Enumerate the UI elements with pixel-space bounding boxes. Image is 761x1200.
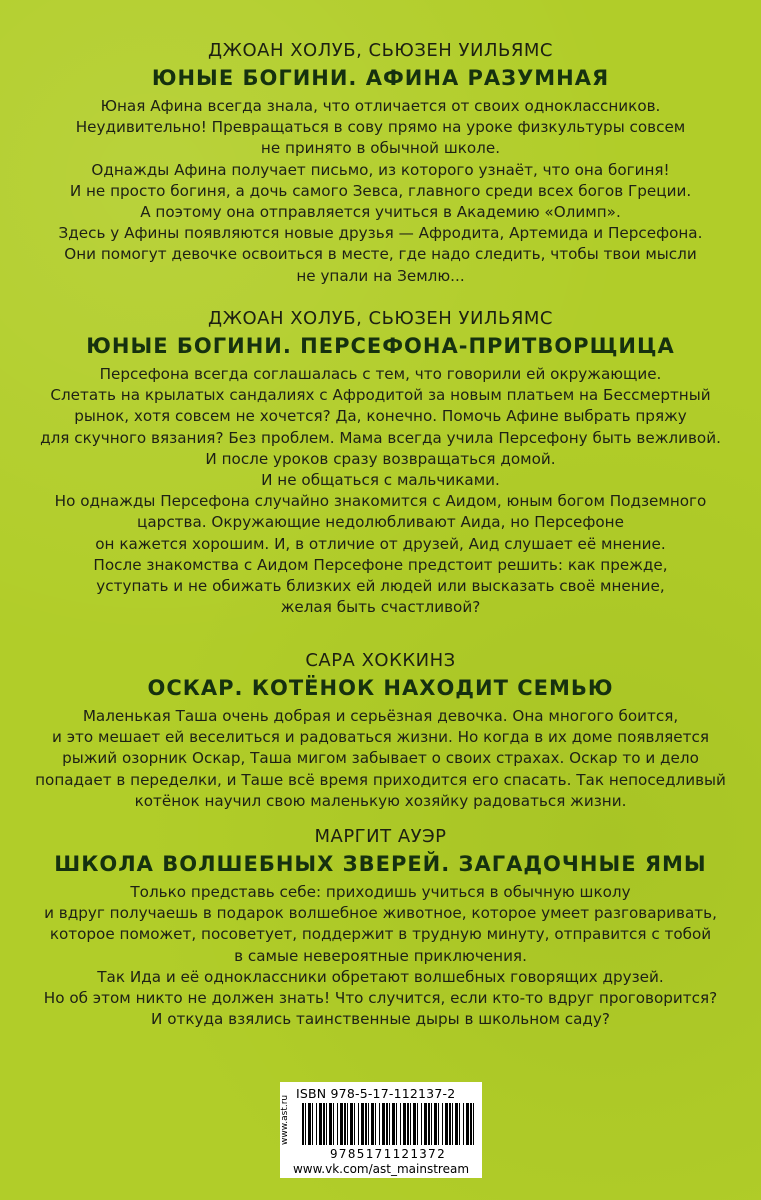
book-author: МАРГИТ АУЭР (314, 826, 447, 847)
book-author: ДЖОАН ХОЛУБ, СЬЮЗЕН УИЛЬЯМС (208, 40, 553, 61)
text-line: Только представь себе: приходишь учиться в обычную школу (130, 883, 631, 901)
text-line: не упали на Землю... (296, 266, 465, 285)
text-line: Они помогут девочке освоиться в месте, где надо следить, чтобы твои мысли (64, 245, 697, 264)
book-title: ЮНЫЕ БОГИНИ. АФИНА РАЗУМНАЯ (151, 66, 610, 90)
book-description (0, 706, 761, 812)
text-line: царства. Окружающие недолюбливают Аида, но Персефоне (137, 513, 624, 532)
text-line: для скучного вязания? Без проблем. Мама всегда учила Персефону быть вежливой. (40, 428, 721, 447)
text-line: Неудивительно! Превращаться в сову прямо на уроке физкультуры совсем (75, 118, 686, 137)
text-line: попадает в переделки, и Таше всё время приходится его спасать. Так непоседливый (35, 770, 726, 789)
text-line: А поэтому она отправляется учиться в Академию «Олимп». (140, 203, 621, 222)
text-line: И не общаться с мальчиками. (261, 471, 500, 490)
text-line: Персефона всегда соглашалась с тем, что говорили ей окружающие. (99, 365, 662, 383)
text-line: рынок, хотя совсем не хочется? Да, конечно. Помочь Афине выбрать пряжу (74, 407, 687, 426)
book-description (0, 364, 761, 618)
text-line: Слетать на крылатых сандалиях с Афродитой за новым платьем на Бессмертный (50, 386, 711, 405)
text-line: После знакомства с Аидом Персефоне предстоит решить: как прежде, (93, 555, 668, 574)
book-block-4 (0, 826, 761, 1030)
book-block-3 (0, 650, 761, 812)
book-author: ДЖОАН ХОЛУБ, СЬЮЗЕН УИЛЬЯМС (208, 308, 553, 329)
text-line: Здесь у Афины появляются новые друзья — Афродита, Артемида и Персефона. (58, 224, 703, 243)
book-title: ШКОЛА ВОЛШЕБНЫХ ЗВЕРЕЙ. ЗАГАДОЧНЫЕ ЯМЫ (54, 852, 707, 876)
text-line: Маленькая Таша очень добрая и серьёзная девочка. Она многого боится, (82, 707, 679, 725)
text-line: рыжий озорник Оскар, Таша мигом забывает о своих страхах. Оскар то и дело (62, 749, 699, 768)
text-line: желая быть счастливой? (280, 598, 481, 617)
book-block-2 (0, 308, 761, 618)
text-line: И после уроков сразу возвращаться домой. (205, 449, 556, 468)
publisher-url-vertical: www.ast.ru (280, 1094, 290, 1146)
book-description (0, 96, 761, 287)
text-line: Но об этом никто не должен знать! Что случится, если кто-то вдруг проговорится? (43, 989, 718, 1008)
book-block-1 (0, 40, 761, 287)
text-line: Юная Афина всегда знала, что отличается от своих одноклассников. (100, 97, 661, 115)
text-line: которое поможет, посоветует, поддержит в трудную минуту, отправится с тобой (49, 925, 712, 944)
book-author: САРА ХОККИНЗ (305, 650, 456, 671)
isbn-text: ISBN 978-5-17-112137-2 (296, 1086, 456, 1101)
book-title: ОСКАР. КОТЁНОК НАХОДИТ СЕМЬЮ (147, 676, 614, 700)
text-line: Так Ида и её одноклассники обретают волшебных говорящих друзей. (97, 967, 664, 986)
text-line: И не просто богиня, а дочь самого Зевса, главного среди всех богов Греции. (69, 181, 692, 200)
text-line: и это мешает ей веселиться и радоваться жизни. Но когда в их доме появляется (52, 728, 709, 747)
text-line: И откуда взялись таинственные дыры в школьном саду? (151, 1010, 610, 1029)
text-line: уступать и не обижать близких ей людей или высказать своё мнение, (96, 577, 665, 596)
barcode-number: 9785171121372 (329, 1146, 447, 1161)
text-line: котёнок научил свою маленькую хозяйку радоваться жизни. (134, 791, 627, 810)
text-line: не принято в обычной школе. (260, 139, 501, 158)
text-line: он кажется хорошим. И, в отличие от друзей, Аид слушает её мнение. (95, 534, 666, 553)
vk-url: www.vk.com/ast_mainstream (292, 1162, 470, 1176)
text-line: в самые невероятные приключения. (234, 946, 527, 965)
text-line: Однажды Афина получает письмо, из которого узнаёт, что она богиня! (91, 160, 670, 179)
book-description (0, 882, 761, 1030)
barcode-icon (302, 1103, 476, 1145)
text-line: и вдруг получаешь в подарок волшебное животное, которое умеет разговаривать, (44, 904, 717, 923)
book-title: ЮНЫЕ БОГИНИ. ПЕРСЕФОНА-ПРИТВОРЩИЦА (86, 334, 675, 358)
text-line: Но однажды Персефона случайно знакомится с Аидом, юным богом Подземного (54, 492, 707, 511)
